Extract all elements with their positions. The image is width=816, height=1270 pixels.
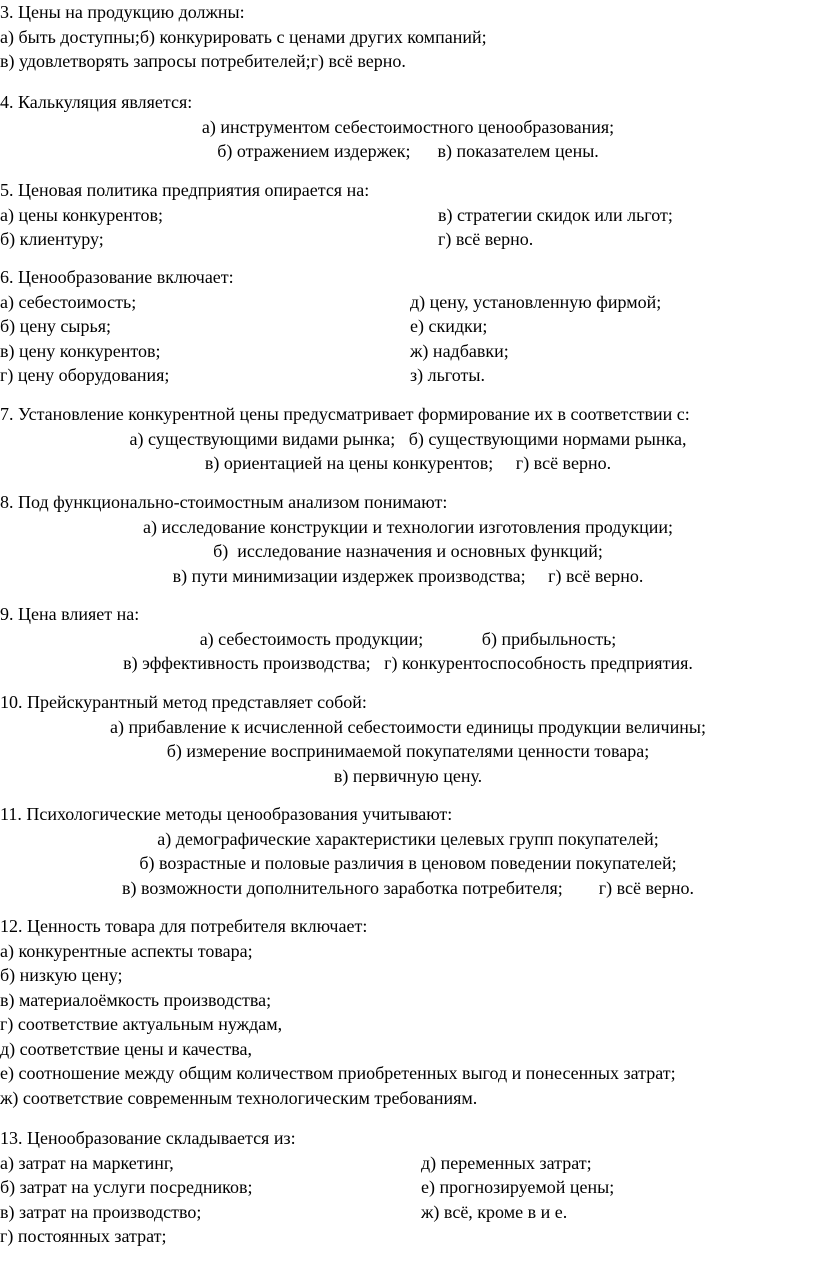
question-12 xyxy=(0,914,816,1110)
question-13 xyxy=(0,1126,816,1249)
answer-row xyxy=(0,1200,816,1225)
answer-line: б) измерение воспринимаемой покупателями ценности товара; xyxy=(166,741,650,761)
answer-line: б) отражением издержек; в) показателем цены. xyxy=(217,141,599,161)
answer-row xyxy=(0,314,816,339)
answer-line: а) себестоимость продукции; б) прибыльность; xyxy=(199,628,617,649)
answer-row xyxy=(0,363,816,388)
question-3 xyxy=(0,0,816,74)
answer-line: в) материалоёмкость производства; xyxy=(0,989,272,1010)
question-title: 9. Цена влияет на: xyxy=(0,604,140,624)
answer-left: в) цену конкурентов; xyxy=(0,340,161,361)
question-title: 4. Калькуляция является: xyxy=(0,92,193,112)
answer-left: г) цену оборудования; xyxy=(0,365,170,385)
answer-line: в) удовлетворять запросы потребителей;г) всё верно. xyxy=(0,51,406,71)
answer-line: ж) соответствие современным технологическим требованиям. xyxy=(0,1087,478,1108)
answer-left: а) цены конкурентов; xyxy=(0,204,164,225)
question-title: 6. Ценообразование включает: xyxy=(0,267,234,287)
answer-line: г) соответствие актуальным нуждам, xyxy=(0,1014,283,1034)
answer-row xyxy=(0,1224,816,1249)
answer-right: д) цену, установленную фирмой; xyxy=(410,291,662,312)
answer-line: а) конкурентные аспекты товара; xyxy=(0,940,253,961)
question-5 xyxy=(0,178,816,252)
answer-right: д) переменных затрат; xyxy=(421,1152,592,1173)
answer-line: б) исследование назначения и основных функций; xyxy=(213,541,603,561)
answer-line: д) соответствие цены и качества, xyxy=(0,1038,253,1059)
question-title: 7. Установление конкурентной цены предусматривает формирование их в соответствии с: xyxy=(0,404,690,424)
question-10 xyxy=(0,690,816,788)
answer-right: г) всё верно. xyxy=(438,229,534,249)
question-title: 8. Под функционально-стоимостным анализом понимают: xyxy=(0,492,448,512)
answer-line: а) существующими видами рынка; б) существующими нормами рынка, xyxy=(129,428,687,449)
answer-line: б) низкую цену; xyxy=(0,965,123,985)
question-title: 12. Ценность товара для потребителя включает: xyxy=(0,916,368,936)
answer-line: в) эффективность производства; г) конкурентоспособность предприятия. xyxy=(123,653,693,673)
answer-line: б) возрастные и половые различия в ценовом поведении покупателей; xyxy=(139,853,677,873)
question-7 xyxy=(0,402,816,476)
answer-line: е) соотношение между общим количеством приобретенных выгод и понесенных затрат; xyxy=(0,1063,676,1083)
answer-row xyxy=(0,203,816,228)
question-title: 11. Психологические методы ценообразования учитывают: xyxy=(0,804,453,824)
answer-row xyxy=(0,290,816,315)
answer-right: з) льготы. xyxy=(410,365,485,385)
question-title: 5. Ценовая политика предприятия опирается на: xyxy=(0,180,370,200)
question-6 xyxy=(0,265,816,388)
answer-line: в) возможности дополнительного заработка потребителя; г) всё верно. xyxy=(121,877,695,898)
question-9 xyxy=(0,602,816,676)
answer-row xyxy=(0,227,816,252)
answer-left: г) постоянных затрат; xyxy=(0,1226,167,1246)
answer-right: е) прогнозируемой цены; xyxy=(421,1177,615,1197)
answer-left: в) затрат на производство; xyxy=(0,1201,202,1222)
answer-line: а) исследование конструкции и технологии изготовления продукции; xyxy=(143,516,673,537)
question-4 xyxy=(0,90,816,164)
answer-left: б) затрат на услуги посредников; xyxy=(0,1177,253,1197)
answer-line: в) первичную цену. xyxy=(333,765,483,786)
question-title: 10. Прейскурантный метод представляет собой: xyxy=(0,692,367,712)
answer-left: б) цену сырья; xyxy=(0,316,111,336)
answer-line: в) ориентацией на цены конкурентов; г) всё верно. xyxy=(204,453,612,473)
question-title: 3. Цены на продукцию должны: xyxy=(0,2,245,22)
answer-row xyxy=(0,1175,816,1200)
question-11 xyxy=(0,802,816,900)
answer-right: е) скидки; xyxy=(410,316,488,336)
answer-left: б) клиентуру; xyxy=(0,229,104,249)
answer-line: а) быть доступны;б) конкурировать с ценами других компаний; xyxy=(0,26,487,47)
answer-right: ж) всё, кроме в и е. xyxy=(421,1201,568,1222)
question-8 xyxy=(0,490,816,588)
answer-right: ж) надбавки; xyxy=(410,340,509,361)
answer-row xyxy=(0,1151,816,1176)
answer-row xyxy=(0,339,816,364)
answer-line: в) пути минимизации издержек производства; г) всё верно. xyxy=(172,565,644,586)
answer-left: а) себестоимость; xyxy=(0,291,137,312)
question-title: 13. Ценообразование складывается из: xyxy=(0,1128,296,1148)
answer-line: а) демографические характеристики целевых групп покупателей; xyxy=(157,828,659,849)
answer-left: а) затрат на маркетинг, xyxy=(0,1152,174,1173)
answer-line: а) прибавление к исчисленной себестоимости единицы продукции величины; xyxy=(110,716,706,737)
answer-line: а) инструментом себестоимостного ценообразования; xyxy=(201,116,615,137)
answer-right: в) стратегии скидок или льгот; xyxy=(438,204,673,225)
